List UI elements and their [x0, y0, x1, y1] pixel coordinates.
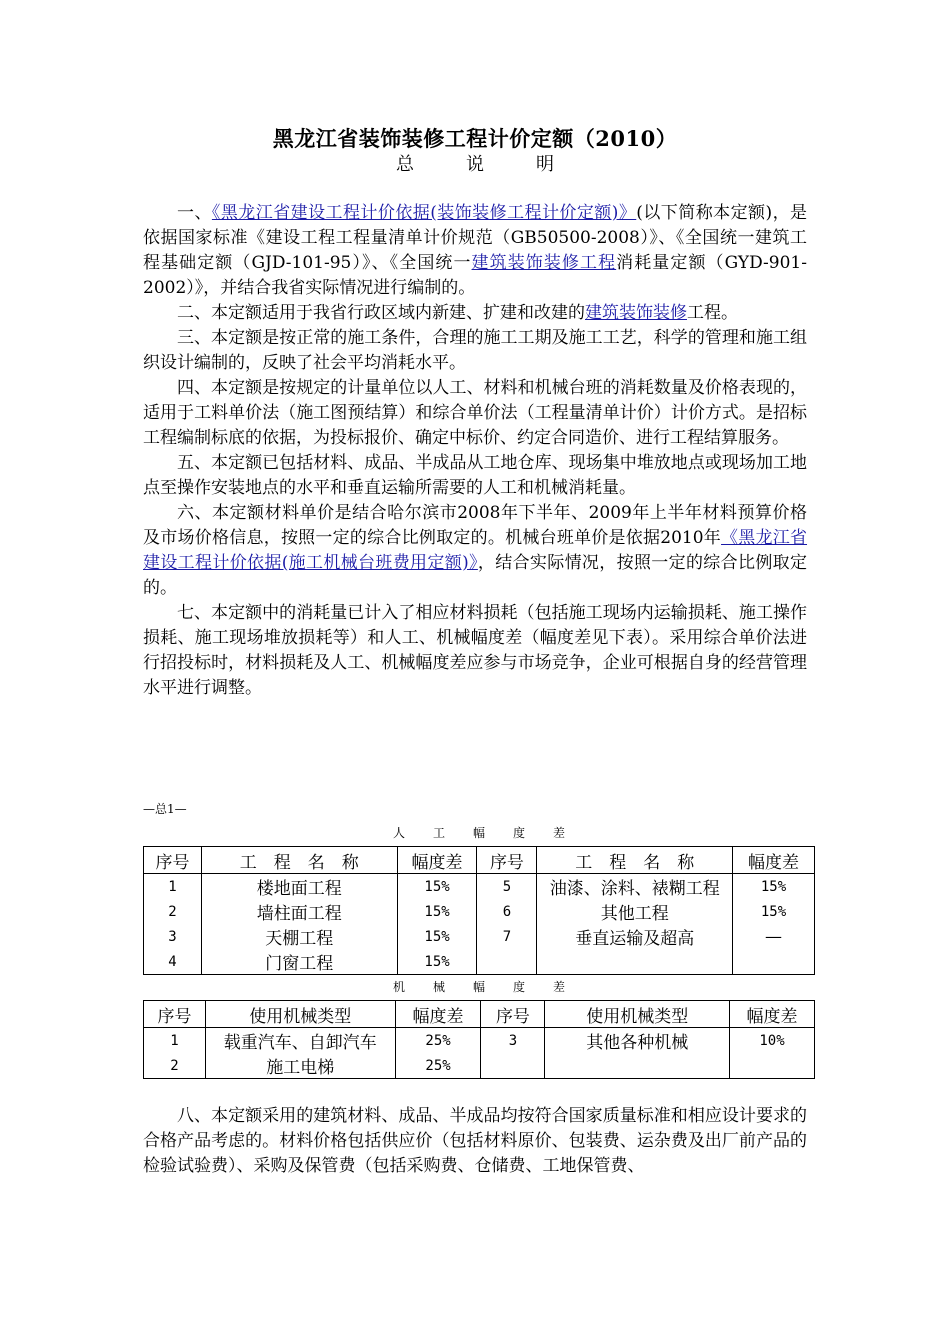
table-cell	[481, 1053, 545, 1079]
table-cell: 15%	[397, 949, 477, 975]
p6-text-a: 六、本定额材料单价是结合哈尔滨市2008年下半年、2009年上半年材料预算价格及市场价格信息，按照一定的综合比例取定的。机械台班单价是依据2010年	[143, 503, 807, 548]
table-cell	[545, 1053, 730, 1079]
machinery-cost-link[interactable]: 《黑龙江省建设工程计价依据(施工机械台班费用定额)》	[143, 528, 808, 573]
p6-text-b: ，结合实际情况，按照一定的综合比例取定的。	[143, 553, 807, 598]
p1-text-c: 消耗量定额（GYD-901-2002）》，并结合我省实际情况进行编制的。	[143, 253, 807, 298]
pricing-basis-link[interactable]: 《黑龙江省建设工程计价依据(装饰装修工程计价定额)》	[211, 203, 637, 223]
header-cell: 幅度差	[397, 847, 477, 874]
paragraph-8: 八、本定额采用的建筑材料、成品、半成品均按符合国家质量标准和相应设计要求的合格产品考虑的。材料价格包括供应价（包括材料原价、包装费、运杂费及出厂前产品的检验试验费）、采购及保管费（包括采购费、仓储费、工地保管费、	[143, 1106, 807, 1176]
table-cell: 4	[144, 949, 202, 975]
table-cell	[733, 949, 815, 975]
paragraph-2	[143, 301, 807, 326]
table-cell: 25%	[395, 1053, 481, 1079]
table-row	[144, 924, 815, 949]
header-cell: 使用机械类型	[545, 1001, 730, 1028]
header-cell: 工 程 名 称	[537, 847, 733, 874]
paragraph-3: 三、本定额是按正常的施工条件，合理的施工工期及施工工艺，科学的管理和施工组织设计编制的，反映了社会平均消耗水平。	[143, 328, 807, 373]
document-title: 黑龙江省装饰装修工程计价定额（2010）	[272, 126, 678, 151]
table-row	[144, 899, 815, 924]
p1-text-a: 一、	[177, 203, 212, 223]
table-cell: 25%	[395, 1028, 481, 1054]
table-cell	[477, 949, 537, 975]
table-cell: 6	[477, 899, 537, 924]
header-cell: 序号	[144, 1001, 206, 1028]
header-cell: 序号	[144, 847, 202, 874]
table-cell: 楼地面工程	[201, 874, 397, 900]
header-cell: 幅度差	[733, 847, 815, 874]
paragraph-1	[143, 201, 807, 301]
header-cell: 工 程 名 称	[201, 847, 397, 874]
table-row	[144, 1053, 815, 1079]
paragraph-7: 七、本定额中的消耗量已计入了相应材料损耗（包括施工现场内运输损耗、施工操作损耗、施工现场堆放损耗等）和人工、机械幅度差（幅度差见下表）。采用综合单价法进行招投标时，材料损耗及人工、机械幅度差应参与市场竞争，企业可根据自身的经营管理水平进行调整。	[143, 603, 807, 698]
paragraph-5: 五、本定额已包括材料、成品、半成品从工地仓库、现场集中堆放地点或现场加工地点至操作安装地点的水平和垂直运输所需要的人工和机械消耗量。	[143, 453, 807, 498]
table-cell: 15%	[397, 899, 477, 924]
table-cell: 其他工程	[537, 899, 733, 924]
p2-text-b: 工程。	[687, 303, 738, 323]
labor-table-caption: 人工幅度差	[392, 826, 593, 840]
table-cell: 施工电梯	[205, 1053, 395, 1079]
table-cell: 1	[144, 1028, 206, 1054]
table-cell: 3	[144, 924, 202, 949]
table-row	[144, 874, 815, 900]
document-subtitle: 总说明	[396, 154, 606, 175]
table-cell: 1	[144, 874, 202, 900]
header-cell: 序号	[477, 847, 537, 874]
labor-table	[143, 846, 815, 975]
machine-table-caption: 机械幅度差	[392, 980, 593, 994]
table-cell: —	[733, 924, 815, 949]
table-cell: 2	[144, 899, 202, 924]
table-row	[144, 1028, 815, 1054]
table-cell: 15%	[397, 924, 477, 949]
decoration-engineering-link[interactable]: 建筑装饰装修工程	[471, 253, 617, 273]
table-cell	[730, 1053, 815, 1079]
page-footer: —总1—	[143, 802, 187, 816]
table-cell: 10%	[730, 1028, 815, 1054]
table-cell: 垂直运输及超高	[537, 924, 733, 949]
table-row	[144, 949, 815, 975]
table-cell: 油漆、涂料、裱糊工程	[537, 874, 733, 900]
table-cell: 墙柱面工程	[201, 899, 397, 924]
table-cell: 7	[477, 924, 537, 949]
labor-table-header	[144, 847, 815, 874]
table-cell: 15%	[733, 874, 815, 900]
header-cell: 使用机械类型	[205, 1001, 395, 1028]
table-cell: 15%	[733, 899, 815, 924]
main-text	[143, 201, 807, 701]
machine-table	[143, 1000, 815, 1079]
table-cell: 5	[477, 874, 537, 900]
table-cell	[537, 949, 733, 975]
header-cell: 幅度差	[730, 1001, 815, 1028]
table-cell: 其他各种机械	[545, 1028, 730, 1054]
table-cell: 载重汽车、自卸汽车	[205, 1028, 395, 1054]
continued-text	[143, 1104, 807, 1179]
table-cell: 门窗工程	[201, 949, 397, 975]
table-cell: 2	[144, 1053, 206, 1079]
machine-table-header	[144, 1001, 815, 1028]
paragraph-6	[143, 501, 807, 601]
table-cell: 天棚工程	[201, 924, 397, 949]
building-decoration-link[interactable]: 建筑装饰装修	[585, 303, 687, 323]
paragraph-4: 四、本定额是按规定的计量单位以人工、材料和机械台班的消耗数量及价格表现的，适用于工料单价法（施工图预结算）和综合单价法（工程量清单计价）计价方式。是招标工程编制标底的依据，为投标报价、确定中标价、约定合同造价、进行工程结算服务。	[143, 378, 807, 448]
table-cell: 3	[481, 1028, 545, 1054]
header-cell: 序号	[481, 1001, 545, 1028]
table-cell: 15%	[397, 874, 477, 900]
p1-text-b: (以下简称本定额)，是依据国家标准《建设工程工程量清单计价规范（GB50500-2008）》、《全国统一建筑工程基础定额（GJD-101-95）》、《全国统一	[143, 203, 808, 273]
header-cell: 幅度差	[395, 1001, 481, 1028]
p2-text-a: 二、本定额适用于我省行政区域内新建、扩建和改建的	[177, 303, 585, 323]
